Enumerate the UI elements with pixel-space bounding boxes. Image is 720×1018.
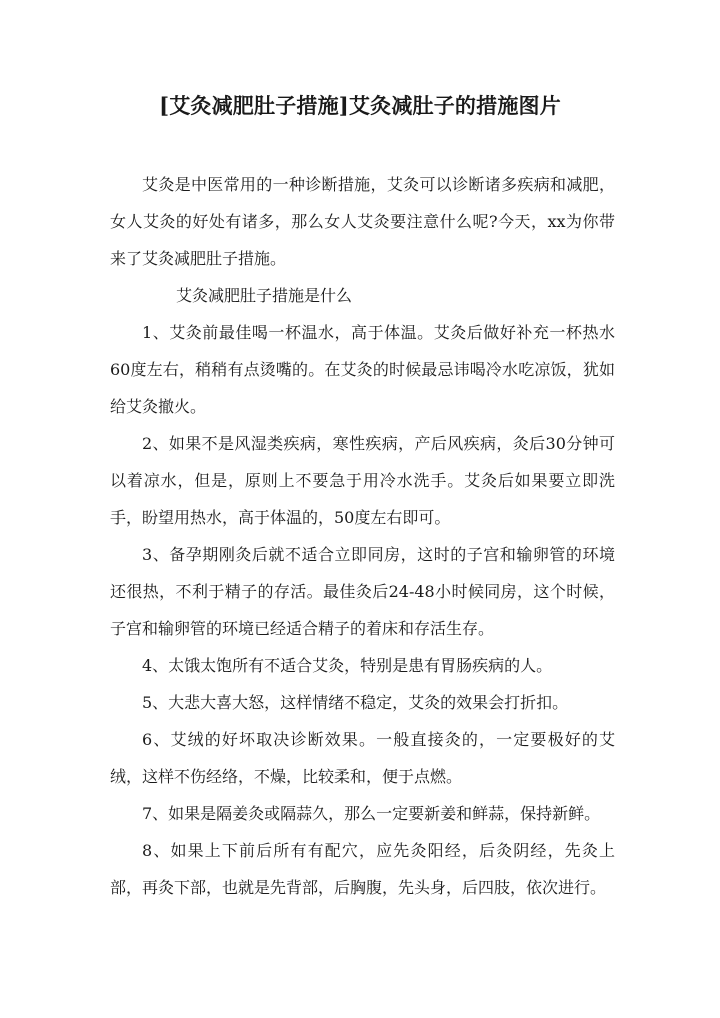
list-item: 8、如果上下前后所有有配穴，应先灸阳经，后灸阴经，先灸上部，再灸下部，也就是先背部，后胸腹，先头身，后四肢，依次进行。: [110, 841, 615, 897]
list-item: 2、如果不是风湿类疾病，寒性疾病，产后风疾病，灸后30分钟可以着凉水，但是，原则上不要急于用冷水洗手。艾灸后如果要立即洗手，盼望用热水，高于体温的，50度左右即可。: [110, 434, 615, 527]
intro-paragraph: 艾灸是中医常用的一种诊断措施，艾灸可以诊断诸多疾病和减肥，女人艾灸的好处有诸多，那么女人艾灸要注意什么呢?今天，xx为你带来了艾灸减肥肚子措施。: [110, 175, 615, 268]
section-subheading: 艾灸减肥肚子措施是什么: [176, 286, 353, 305]
list-item: 1、艾灸前最佳喝一杯温水，高于体温。艾灸后做好补充一杯热水60度左右，稍稍有点烫嘴的。在艾灸的时候最忌讳喝冷水吃凉饭，犹如给艾灸撤火。: [110, 323, 615, 416]
list-item: 5、大悲大喜大怒，这样情绪不稳定，艾灸的效果会打折扣。: [142, 693, 569, 712]
list-item: 3、备孕期刚灸后就不适合立即同房，这时的子宫和输卵管的环境还很热，不利于精子的存活。最佳灸后24-48小时候同房，这个时候，子宫和输卵管的环境已经适合精子的着床和存活生存。: [110, 545, 615, 638]
document-body: [110, 166, 615, 906]
list-item: 7、如果是隔姜灸或隔蒜久，那么一定要新姜和鲜蒜，保持新鲜。: [142, 804, 601, 823]
list-item: 6、艾绒的好坏取决诊断效果。一般直接灸的，一定要极好的艾绒，这样不伤经络，不燥，比较柔和，便于点燃。: [110, 730, 615, 786]
document-title: [艾灸减肥肚子措施]艾灸减肚子的措施图片: [159, 93, 561, 118]
list-item: 4、太饿太饱所有不适合艾灸，特别是患有胃肠疾病的人。: [142, 656, 553, 675]
